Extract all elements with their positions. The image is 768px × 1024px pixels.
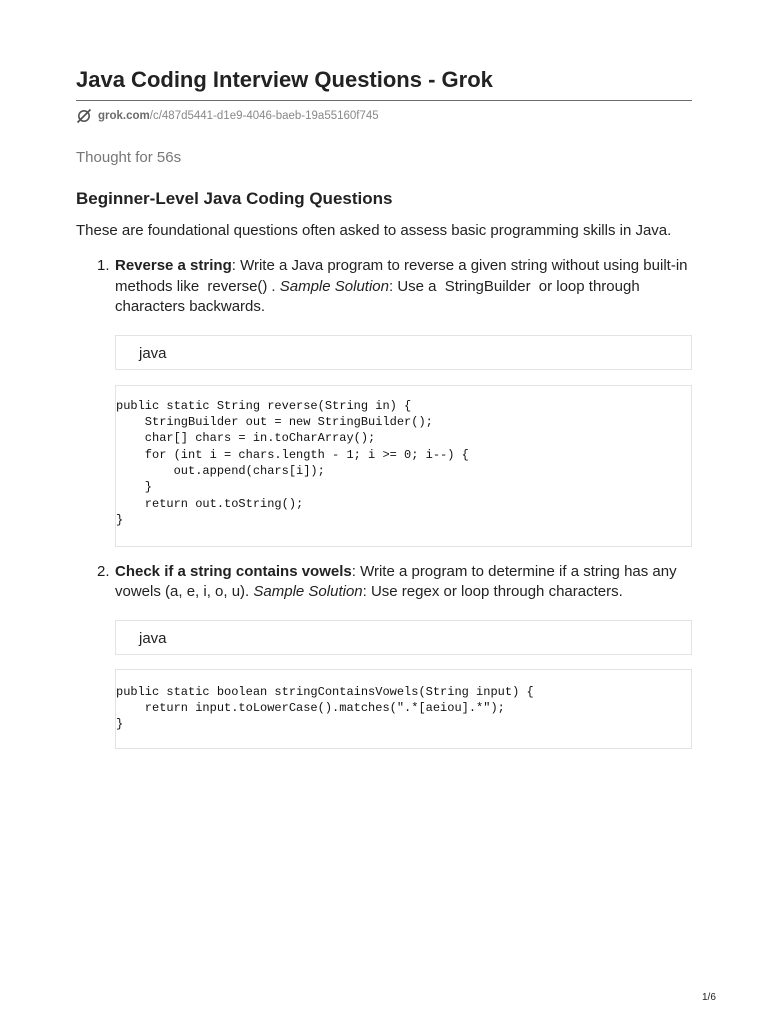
code-language-label: java — [115, 620, 692, 655]
solution-text: or loop through characters backwards. — [115, 277, 640, 315]
code-line: StringBuilder out = new StringBuilder(); — [116, 414, 433, 429]
code-line: } — [116, 480, 153, 495]
question-list — [76, 256, 692, 749]
code-line: return out.toString(); — [116, 496, 304, 511]
thought-duration: Thought for 56s — [76, 149, 182, 166]
inline-code: reverse() — [207, 277, 268, 295]
question-title: Check if a string contains vowels — [115, 562, 352, 580]
question-text — [115, 562, 692, 603]
source-domain[interactable]: grok.com — [98, 110, 150, 122]
code-block — [115, 385, 692, 547]
code-line: char[] chars = in.toCharArray(); — [116, 431, 376, 446]
question-number: 2. — [97, 562, 110, 580]
solution-text: : Use regex or loop through characters. — [362, 583, 623, 600]
source-link-row[interactable] — [76, 106, 692, 126]
section-intro: These are foundational questions often asked to assess basic programming skills in Java. — [76, 222, 672, 239]
question-title: Reverse a string — [115, 257, 232, 274]
code-line: public static boolean stringContainsVowels(String input) { — [116, 684, 534, 699]
code-line: public static String reverse(String in) { — [116, 398, 412, 413]
source-path[interactable]: /c/487d5441-d1e9-4046-baeb-19a55160f745 — [149, 110, 379, 122]
page-title: Java Coding Interview Questions - Grok — [76, 0, 692, 101]
solution-text: : Use a — [388, 277, 437, 295]
code-line: } — [116, 513, 124, 528]
code-line: } — [116, 717, 124, 732]
solution-label: Sample Solution — [279, 277, 389, 295]
section-heading: Beginner-Level Java Coding Questions — [76, 189, 393, 208]
question-number: 1. — [97, 257, 110, 274]
grok-logo-icon — [76, 108, 92, 124]
code-line: return input.toLowerCase().matches(".*[aeiou].*"); — [116, 700, 505, 715]
question-description: . — [271, 277, 276, 295]
document-page — [76, 0, 692, 749]
code-line: for (int i = chars.length - 1; i >= 0; i--) { — [116, 447, 469, 462]
code-line: out.append(chars[i]); — [116, 464, 325, 479]
question-description: : Write a Java program to reverse a given string without using built-in methods like — [115, 257, 688, 295]
question-text — [115, 256, 692, 318]
solution-label: Sample Solution — [253, 583, 363, 600]
code-language-label: java — [115, 335, 692, 370]
inline-code: StringBuilder — [444, 277, 531, 295]
code-block — [115, 669, 692, 749]
page-number: 1/6 — [702, 992, 716, 1003]
question-item — [76, 256, 692, 547]
question-description: : Write a program to determine if a string has any vowels (a, e, i, o, u). — [115, 562, 677, 600]
question-item — [76, 562, 692, 749]
